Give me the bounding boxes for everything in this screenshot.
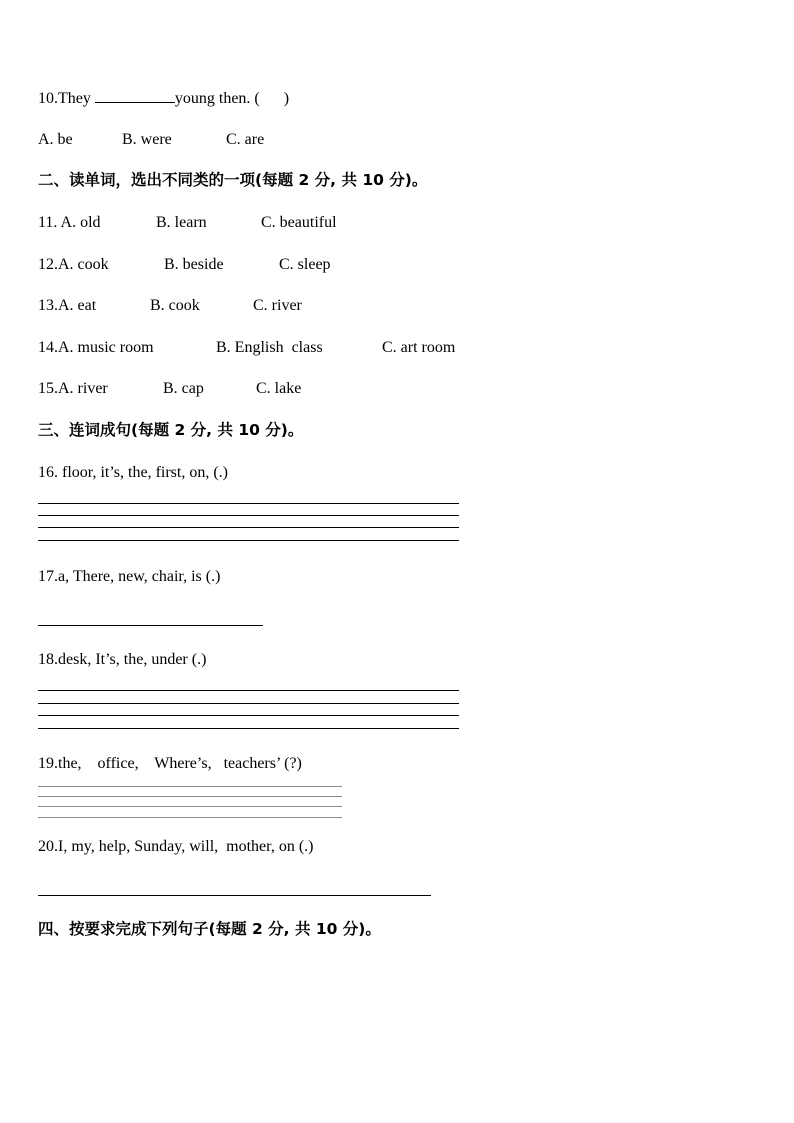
- word-list: desk, It’s, the, under (.): [58, 651, 207, 668]
- answer-line[interactable]: [38, 728, 459, 729]
- question-number: 10.: [38, 90, 58, 107]
- word-list: the, office, Where’s, teachers’ (?): [58, 755, 302, 772]
- answer-line[interactable]: [38, 806, 342, 807]
- question-14: [38, 338, 154, 358]
- question-19: [38, 754, 302, 774]
- word-list: . floor, it’s, the, first, on, (.): [54, 464, 228, 481]
- section-2-heading: 二、读单词，选出不同类的一项(每题 2 分, 共 10 分)。: [38, 171, 428, 189]
- option-a: A. old: [57, 214, 101, 231]
- answer-line[interactable]: [38, 527, 459, 528]
- option-b: B. cook: [150, 297, 200, 314]
- question-10: [38, 88, 289, 109]
- option-c: C. beautiful: [261, 214, 337, 231]
- option-b: B. cap: [163, 380, 204, 397]
- question-20: [38, 837, 313, 857]
- answer-line[interactable]: [38, 817, 342, 818]
- question-number: 12.: [38, 256, 58, 273]
- question-number: 14.: [38, 339, 58, 356]
- question-number: 11.: [38, 214, 58, 231]
- option-a: A. cook: [58, 256, 109, 273]
- question-18: [38, 650, 206, 670]
- option-c: C. lake: [256, 380, 302, 397]
- option-a: A. eat: [58, 297, 97, 314]
- question-15: [38, 379, 108, 399]
- question-17: [38, 567, 220, 587]
- section-4-heading: 四、按要求完成下列句子(每题 2 分, 共 10 分)。: [38, 920, 381, 938]
- question-text-before: They: [58, 90, 95, 107]
- question-number: 18.: [38, 651, 58, 668]
- option-c: C. sleep: [279, 256, 331, 273]
- option-a: A. be: [38, 131, 73, 148]
- option-c: C. river: [253, 297, 302, 314]
- answer-line[interactable]: [38, 515, 459, 516]
- question-13: [38, 296, 96, 316]
- question-number: 19.: [38, 755, 58, 772]
- question-text-after: young then. ( ): [174, 90, 290, 107]
- question-number: 20.: [38, 838, 58, 855]
- option-b: B. were: [122, 131, 172, 148]
- question-number: 15.: [38, 380, 58, 397]
- option-c: C. art room: [382, 339, 456, 356]
- word-list: a, There, new, chair, is (.): [58, 568, 221, 585]
- question-number: 16: [38, 464, 54, 481]
- answer-line[interactable]: [38, 715, 459, 716]
- answer-line[interactable]: [38, 895, 431, 896]
- question-number: 13.: [38, 297, 58, 314]
- answer-blank[interactable]: [95, 88, 175, 103]
- option-b: B. English class: [216, 339, 323, 356]
- answer-line[interactable]: [38, 703, 459, 704]
- question-11: [38, 213, 101, 233]
- option-b: B. beside: [164, 256, 224, 273]
- word-list: I, my, help, Sunday, will, mother, on (.): [58, 838, 314, 855]
- answer-line[interactable]: [38, 625, 263, 626]
- answer-line[interactable]: [38, 503, 459, 504]
- question-number: 17.: [38, 568, 58, 585]
- option-c: C. are: [226, 131, 265, 148]
- option-a: A. music room: [58, 339, 154, 356]
- option-b: B. learn: [156, 214, 207, 231]
- question-16: [38, 463, 228, 483]
- answer-line[interactable]: [38, 786, 342, 787]
- question-12: [38, 255, 109, 275]
- section-3-heading: 三、连词成句(每题 2 分, 共 10 分)。: [38, 421, 304, 439]
- option-a: A. river: [58, 380, 108, 397]
- answer-line[interactable]: [38, 690, 459, 691]
- answer-line[interactable]: [38, 796, 342, 797]
- answer-line[interactable]: [38, 540, 459, 541]
